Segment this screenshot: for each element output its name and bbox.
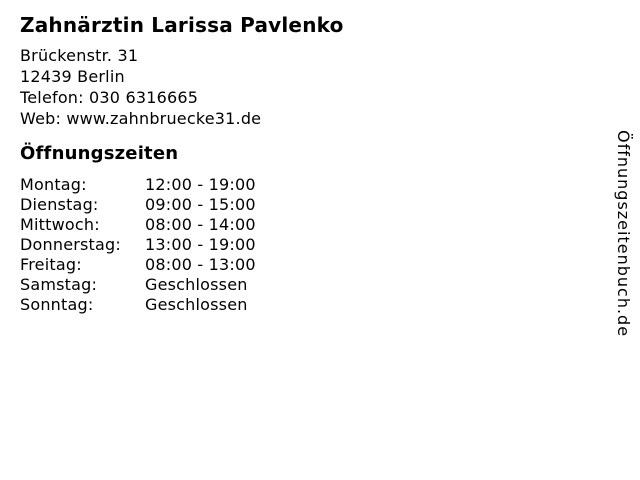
opening-hours-heading: Öffnungszeiten xyxy=(20,143,179,164)
web-line: Web: www.zahnbruecke31.de xyxy=(20,109,262,128)
time-value: 12:00 - 19:00 xyxy=(145,175,256,194)
hours-row-saturday xyxy=(20,275,344,295)
day-label: Freitag: xyxy=(20,255,82,274)
day-label: Mittwoch: xyxy=(20,215,100,234)
day-label: Samstag: xyxy=(20,275,98,294)
phone-line: Telefon: 030 6316665 xyxy=(20,88,199,107)
hours-row-friday xyxy=(20,255,344,275)
hours-row-sunday xyxy=(20,295,344,315)
hours-row-monday xyxy=(20,175,344,195)
site-branding-vertical: Öffnungszeitenbuch.de xyxy=(614,130,633,338)
address-block xyxy=(20,45,344,129)
time-value: 08:00 - 14:00 xyxy=(145,215,256,234)
time-value: 09:00 - 15:00 xyxy=(145,195,256,214)
day-label: Sonntag: xyxy=(20,295,94,314)
time-value: 08:00 - 13:00 xyxy=(145,255,256,274)
hours-row-wednesday xyxy=(20,215,344,235)
day-label: Montag: xyxy=(20,175,87,194)
time-value: Geschlossen xyxy=(145,275,248,294)
day-label: Dienstag: xyxy=(20,195,99,214)
city-address: 12439 Berlin xyxy=(20,67,125,86)
street-address: Brückenstr. 31 xyxy=(20,46,139,65)
day-label: Donnerstag: xyxy=(20,235,121,254)
time-value: 13:00 - 19:00 xyxy=(145,235,256,254)
opening-hours-table xyxy=(20,175,344,315)
time-value: Geschlossen xyxy=(145,295,248,314)
business-name-heading: Zahnärztin Larissa Pavlenko xyxy=(20,13,344,37)
hours-row-tuesday xyxy=(20,195,344,215)
listing-content xyxy=(20,12,344,315)
hours-row-thursday xyxy=(20,235,344,255)
